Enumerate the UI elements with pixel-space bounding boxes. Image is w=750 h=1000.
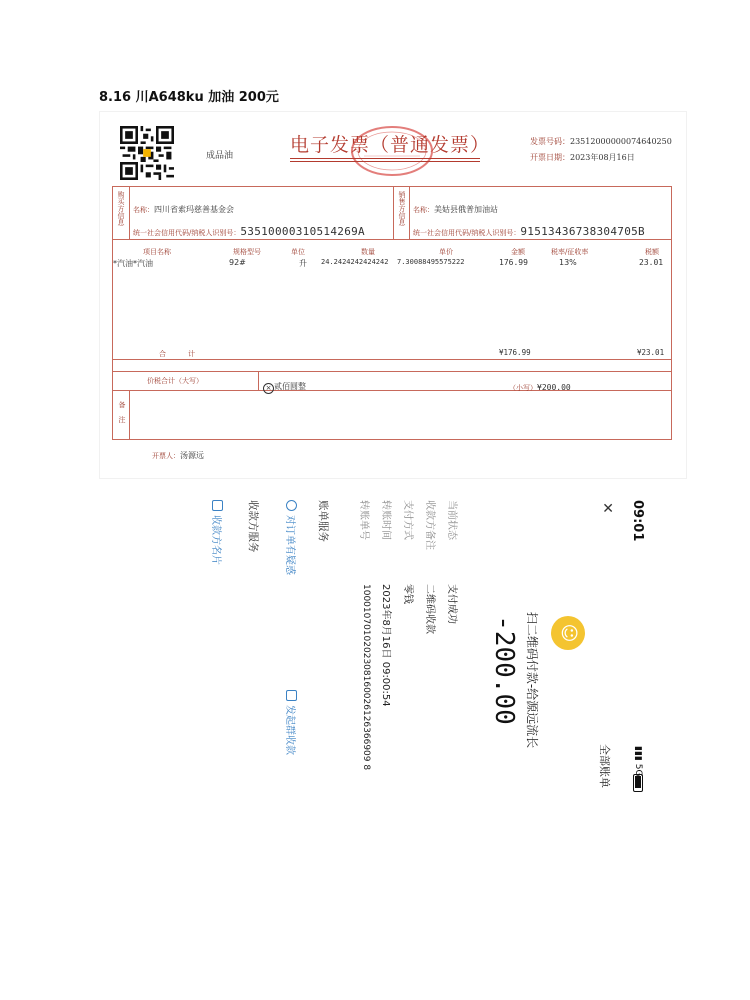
seller-taxid-label: 统一社会信用代码/纳税人识别号： (413, 229, 521, 237)
card-icon (212, 500, 223, 511)
document-caption: 8.16 川A648ku 加油 200元 (99, 90, 279, 105)
order-question-link[interactable] (284, 500, 299, 575)
order-question-label: 对订单有疑惑 (284, 515, 295, 575)
buyer-taxid-label: 统一社会信用代码/纳税人识别号： (133, 229, 241, 237)
all-bills-button[interactable]: 全部账单 (598, 744, 611, 788)
seller-label: 销售方信息 (398, 191, 406, 226)
item-price: 7.30088495575222 (397, 258, 465, 266)
title-underline (290, 158, 480, 162)
electronic-invoice (100, 112, 686, 478)
item-spec: 92# (229, 258, 246, 267)
detail-label: 转账单号 (358, 500, 370, 540)
seller-name-value: 美姑县俄普加油站 (434, 205, 498, 214)
detail-label: 支付方式 (402, 500, 414, 540)
detail-row-transfer-id (355, 500, 377, 820)
question-icon (286, 500, 297, 511)
col-unit: 单位 (291, 248, 305, 256)
detail-value: 2023年8月16日 09:00:54 (380, 584, 392, 707)
grand-total-words (263, 374, 306, 394)
grand-total-words-value: 贰佰圆整 (274, 382, 306, 391)
close-icon[interactable]: ✕ (599, 502, 615, 514)
detail-label: 当前状态 (446, 500, 458, 540)
network-label: 5G (633, 763, 643, 777)
item-quantity: 24.2424242424242 (321, 258, 389, 266)
invoice-date-value: 2023年08月16日 (570, 153, 635, 162)
col-tax: 税额 (645, 248, 659, 256)
invoice-number-value: 23512000000074640250 (570, 137, 672, 146)
item-unit: 升 (299, 259, 307, 268)
item-tax: 23.01 (639, 258, 664, 267)
total-label: 合计 (159, 350, 217, 358)
buyer-taxid (133, 220, 365, 239)
buyer-name (133, 197, 234, 216)
group-collect-icon (286, 690, 297, 701)
qr-code-icon (120, 126, 174, 180)
detail-value: 支付成功 (446, 584, 458, 624)
bill-service-heading: 账单服务 (317, 500, 329, 542)
seller-name (413, 197, 498, 216)
col-item-name: 项目名称 (143, 248, 171, 256)
total-tax: ¥23.01 (637, 348, 665, 357)
receipt-screen (111, 500, 651, 820)
detail-row-payment-method (399, 500, 421, 820)
invoice-number (530, 136, 672, 147)
total-amount: ¥176.99 (499, 348, 531, 357)
invoice-date-label: 开票日期： (530, 153, 570, 162)
buyer-name-label: 名称： (133, 206, 154, 214)
detail-row-payee-note (421, 500, 443, 820)
detail-value: 零钱 (402, 584, 414, 604)
buyer-taxid-value: 53510000310514269A (240, 225, 365, 238)
detail-label: 转账时间 (380, 500, 392, 540)
issuer-label: 开票人： (152, 452, 180, 460)
detail-row-status (443, 500, 465, 820)
invoice-title: 电子发票（普通发票） (290, 134, 491, 156)
issuer (152, 450, 204, 461)
product-type: 成品油 (206, 151, 234, 161)
grand-total-words-label: 价税合计（大写） (147, 377, 203, 385)
group-collect-label: 发起群收款 (284, 705, 295, 755)
transaction-amount: -200.00 (489, 615, 519, 725)
grand-total-small (509, 375, 571, 394)
side-mark (674, 194, 682, 196)
invoice-date (530, 152, 635, 163)
status-time: 09:01 (630, 500, 645, 542)
seller-taxid-value: 91513436738304705B (520, 225, 645, 238)
invoice-number-label: 发票号码： (530, 137, 570, 146)
remark-label: 备注 (118, 401, 126, 431)
transaction-title: 扫二维码付款-给源远流长 (525, 611, 539, 749)
detail-value: 1000107010202308160026126366909 8 (361, 584, 371, 771)
payee-card-label: 收款方名片 (210, 515, 221, 565)
col-amount: 金额 (511, 248, 525, 256)
merchant-avatar-icon: ☺ (551, 616, 585, 650)
col-rate: 税率/征收率 (551, 248, 589, 256)
grand-total-small-label: （小写） (509, 384, 537, 392)
detail-label: 收款方备注 (424, 500, 436, 550)
buyer-name-value: 四川省索玛慈善基金会 (154, 205, 234, 214)
cross-circle-icon: × (263, 383, 274, 394)
seller-name-label: 名称： (413, 206, 434, 214)
group-collect-link[interactable] (284, 690, 299, 755)
issuer-value: 汤源远 (180, 451, 204, 460)
col-spec: 规格型号 (233, 248, 261, 256)
payment-receipt-screenshot (100, 478, 686, 1000)
buyer-label: 购买方信息 (117, 191, 125, 226)
col-quantity: 数量 (361, 248, 375, 256)
col-price: 单价 (439, 248, 453, 256)
battery-icon (633, 774, 643, 792)
invoice-table (112, 186, 672, 440)
signal-icon: ▮▮▮ 5G (633, 746, 643, 777)
detail-value: 二维码收款 (424, 584, 436, 634)
item-name: *汽油*汽油 (113, 259, 153, 268)
item-rate: 13% (559, 258, 577, 267)
details-list (355, 500, 465, 820)
seller-taxid (413, 220, 645, 239)
item-amount: 176.99 (499, 258, 528, 267)
payee-service-heading: 收款方服务 (247, 500, 259, 553)
payee-card-link[interactable] (210, 500, 225, 565)
grand-total-small-value: ¥200.00 (537, 383, 571, 392)
detail-row-transfer-time (377, 500, 399, 820)
